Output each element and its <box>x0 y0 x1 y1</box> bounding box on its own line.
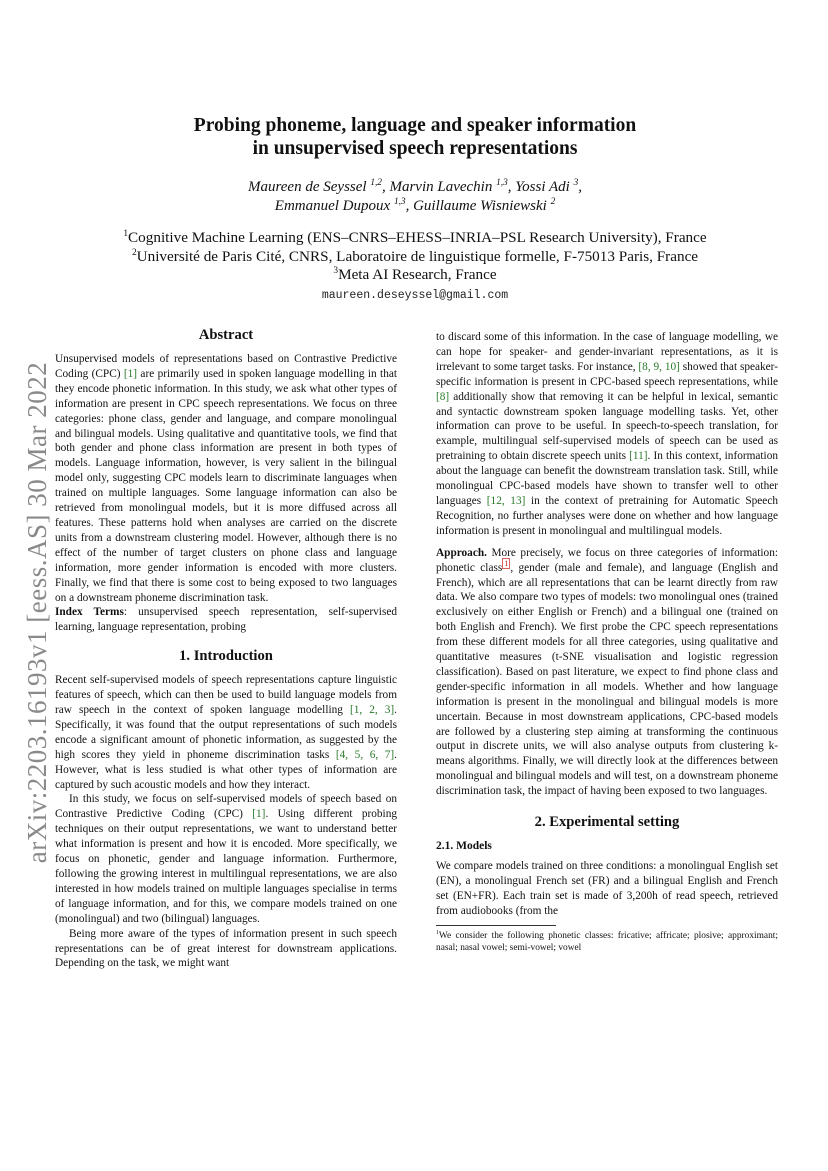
footnote-link[interactable]: 1 <box>504 558 509 568</box>
author-name: Marvin Lavechin <box>389 179 493 195</box>
subsection-heading: 2.1. Models <box>436 840 492 853</box>
intro-paragraph: Recent self-supervised models of speech representations capture linguistic features of speech, which can then be used to build language models from raw speech in the context of spoken language modelling [1, 2, 3]. Specifically, it was found that the output representations of such models encode a significant amount of phonetic information, as suggested by the high scores they yield in phoneme discrimination tasks [4, 5, 6, 7]. However, what is less studied is what other types of information are captured by such acoustic models and how they interact. <box>55 674 397 791</box>
abstract-heading: Abstract <box>198 327 254 343</box>
citation-link[interactable]: [1] <box>252 808 266 821</box>
affiliation: $^3$Meta AI Research, France <box>333 265 497 283</box>
citation-link[interactable]: [4, 5, 6, 7] <box>335 748 395 761</box>
right-column <box>436 330 778 954</box>
body-paragraph: to discard some of this information. In the case of language modelling, we can hope for speaker- and gender-invariant representations, as it is irrelevant to some target tasks. For instance, [8, 9, 10] showed that speaker-specific information is present in CPC-based speech representations, while [8] additionally show that removing it can be helpful in lexical, semantic and syntactic downstream spoken language modelling tasks. Yet, other information can prove to be useful. In speech-to-speech translation, for example, multilingual self-supervised models of speech can be used as pretraining to obtain discrete speech units [11]. In this context, information about the language can benefit the downstream translation task. Still, while monolingual CPC-based models have shown to transfer well to other languages [12, 13] in the context of pretraining for Automatic Speech Recognition, no further analyses were done on whether and how language information is present in monolingual and multilingual models. <box>436 331 778 537</box>
paper-title <box>130 114 700 160</box>
left-column <box>55 326 397 971</box>
author-name: Yossi Adi <box>515 179 570 195</box>
models-paragraph: We compare models trained on three conditions: a monolingual English set (EN), a monolingual French set (FR) and a bilingual English and French set (EN+FR). Each train set is made of 3,200h of read speech, retrieved from audiobooks (from the <box>436 860 778 917</box>
author-affil: 1,2 <box>370 178 382 188</box>
abstract-text: Unsupervised models of representations based on Contrastive Predictive Coding (CPC) [1] are primarily used in spoken language modelling in that they encode phonetic information. In this study, we ask what other types of information are present in CPC speech representations. We focus on three categories: phone class, gender and language, and compare monolingual and bilingual models. Using qualitative and quantitative tools, we find that both gender and phone class information are present in both types of models. Language information, however, is very salient in the bilingual model only, suggesting CPC models learn to discriminate languages when trained on multiple languages. Some language information can also be retrieved from monolingual models, but it is more diffused across all features. These patterns hold when analyses are carried on the discrete units from a downstream clustering model. However, although there is no effect of the number of target clusters on phone class and language information, more gender information is encoded with more clusters. Finally, we find that there is some cost to being exposed to two languages on a downstream phoneme discrimination task. <box>55 353 397 604</box>
affiliation: $^1$Cognitive Machine Learning (ENS–CNRS–EHESS–INRIA–PSL Research University), France <box>123 228 707 246</box>
affiliation: $^2$Université de Paris Cité, CNRS, Laboratoire de linguistique formelle, F-75013 Paris, France <box>131 247 699 265</box>
section-2-heading: 2. Experimental setting <box>534 814 680 831</box>
intro-heading: 1. Introduction <box>179 648 273 665</box>
arxiv-id: arXiv:2203.16193v1 [eess.AS] 30 Mar 2022 <box>22 361 53 863</box>
intro-paragraph: In this study, we focus on self-supervised models of speech based on Contrastive Predictive Coding (CPC) [1]. Using different probing techniques on their output representations, we want to understand better what information is present and how it is encoded. More specifically, we focus on phonetic, gender and language information. Furthermore, following the growing interest in multilingual representations, we are also interested in how models trained on multiple languages specialise in terms of language information, and for this, we compare models trained on one (monolingual) and two (bilingual) languages. <box>55 793 397 925</box>
author-list: Maureen de Seyssel $^{1,2}$, Marvin Lavechin $^{1,3}$, Yossi Adi $^3$, Emmanuel Dupoux $^{1,3}$, Guillaume Wisniewski $^2$ <box>248 178 582 214</box>
author-affil: 3 <box>573 178 579 188</box>
index-terms-label: Index Terms <box>55 606 124 619</box>
citation-link[interactable]: [1, 2, 3] <box>349 704 395 717</box>
author-affil: 1,3 <box>393 197 406 207</box>
citation-link[interactable]: [12, 13] <box>486 494 526 507</box>
intro-paragraph: Being more aware of the types of information present in such speech representations can be of great interest for downstream applications. Depending on the task, we might want <box>55 927 397 970</box>
citation-link[interactable]: [8] <box>436 390 450 403</box>
index-terms: Index Terms: unsupervised speech representation, self-supervised learning, language representation, probing <box>55 606 398 634</box>
affiliations <box>80 229 750 285</box>
approach-paragraph: Approach. More precisely, we focus on three categories of information: phonetic class $^1$ , gender (male and female), and language (English and French), which are all representations that can be learnt directly from raw data. We also compare two types of models: two monolingual ones (trained exclusively on either English or French) and a bilingual one (trained on both English and French). We first probe the CPC speech representations from these different models for all three categories, using qualitative and quantitative measures (t-SNE visualisation and logistic regression classification). Based on past literature, we expect to find phone class and gender-specific information in all models. Whether and how language information is present in the monolingual and bilingual models is more uncertain. Because in most downstream applications, CPC-based models are followed by a clustering step aiming at transforming the continuous output in discrete units, we will also analyse outputs from clustering k-means algorithms. Finally, we will directly look at the differences between monolingual and bilingual models and will test, on a downstream phoneme discrimination task, the impact of having been exposed to two languages. <box>436 546 778 798</box>
author-name: Maureen de Seyssel <box>248 179 367 195</box>
title-line-2: in unsupervised speech representations <box>252 138 578 159</box>
citation-link[interactable]: [1] <box>123 367 138 380</box>
citation-link[interactable]: [8, 9, 10] <box>638 360 680 373</box>
footnote: $^1$We consider the following phonetic classes: fricative; affricate; plosive; approximant; nasal; nasal vowel; semi-vowel; vowel <box>436 929 778 954</box>
author-affil: 2 <box>550 197 556 207</box>
footnote-rule <box>436 925 556 926</box>
author-affil: 1,3 <box>496 178 508 188</box>
approach-label: Approach. <box>436 546 487 559</box>
contact-email: maureen.deseyssel@gmail.com <box>321 289 509 302</box>
citation-link[interactable]: [11] <box>629 450 648 463</box>
title-line-1: Probing phoneme, language and speaker information <box>193 115 637 136</box>
author-name: Emmanuel Dupoux <box>274 198 391 214</box>
author-name: Guillaume Wisniewski <box>413 198 547 214</box>
